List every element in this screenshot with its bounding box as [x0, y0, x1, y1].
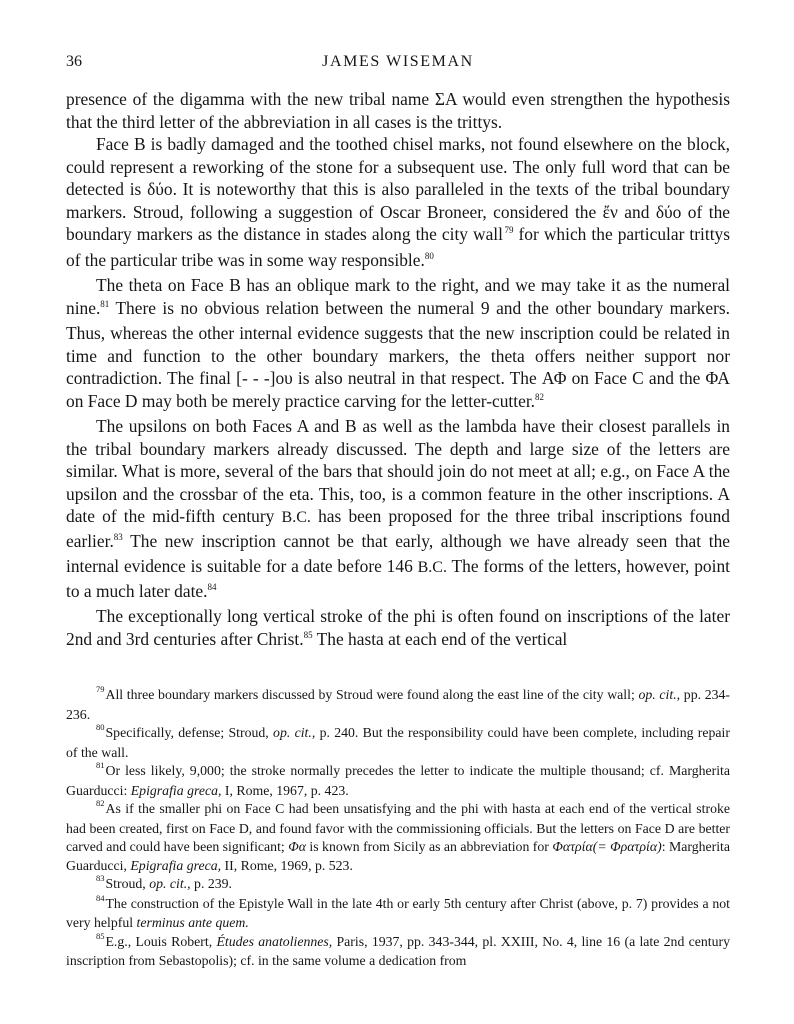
- footnote-ref-82[interactable]: 82: [535, 391, 544, 402]
- footnotes: [66, 686, 730, 971]
- footnote-ref-85[interactable]: 85: [303, 629, 313, 640]
- footnote-ref-80[interactable]: 80: [424, 250, 434, 261]
- footnote-ref-79[interactable]: 79: [504, 225, 514, 235]
- page-number: 36: [66, 53, 82, 70]
- paragraph-4: The upsilons on both Faces A and B as well as the lambda have their closest parallels in the tribal boundary markers already discussed. The depth and large size of the letters are similar. What is more, several of the bars that should join do not meet at all; e.g., on Face A the upsilon and the crossbar of the eta. This, too, is a common feature in the other inscriptions. A date of the mid-fifth century B.C. has been proposed for the three tribal inscriptions found earlier.$^{83}$ The new inscription cannot be that early, although we have already seen that the internal evidence is suitable for a date before 146 B.C. The forms of the letters, however, point to a much later date.$^{84}$: [66, 416, 730, 601]
- footnote-ref-84[interactable]: 84: [207, 581, 217, 592]
- paragraph-5: The exceptionally long vertical stroke of the phi is often found on inscriptions of the later 2nd and 3rd centuries after Christ.$^{85}$ The hasta at each end of the vertical: [66, 606, 730, 649]
- footnote-83: $^{83}$Stroud, op. cit., p. 239.: [96, 873, 232, 891]
- footnote-79: $^{79}$All three boundary markers discussed by Stroud were found along the east line of the city wall; op. cit., pp. 234-236.: [66, 684, 731, 722]
- footnote-ref-83[interactable]: 83: [113, 531, 123, 542]
- footnote-ref-81[interactable]: 81: [100, 298, 110, 309]
- running-title: JAMES WISEMAN: [322, 53, 474, 70]
- paragraph-1: presence of the digamma with the new tribal name ΣΑ would even strengthen the hypothesis that the third letter of the abbreviation in all cases is the trittys.: [66, 89, 730, 132]
- footnote-82: $^{82}$As if the smaller phi on Face C had been unsatisfying and the phi with hasta at each end of the vertical stroke had been created, first on Face D, and found favor with the commissioning officials. But the letters on Face D are better carved and could have been significant; Φα is known from Sicily as an abbreviation for Φατρία(= Φρατρία): Margherita Guarducci, Epigrafia greca, II, Rome, 1969, p. 523.: [66, 798, 731, 873]
- paragraph-3: The theta on Face B has an oblique mark to the right, and we may take it as the numeral nine.$^{81}$ There is no obvious relation between the numeral 9 and the other boundary markers. Thus, whereas the other internal evidence suggests that the new inscription could be related in time and function to the other boundary markers, the theta offers neither support nor contradiction. The final [- - -]ου is also neutral in that respect. The ΑΦ on Face C and the ΦΑ on Face D may both be merely practice carving for the letter-cutter.$^{82}$: [66, 275, 730, 411]
- footnote-80: $^{80}$Specifically, defense; Stroud, op. cit., p. 240. But the responsibility could have been complete, including repair of the wall.: [66, 722, 730, 760]
- footnote-84: $^{84}$The construction of the Epistyle Wall in the late 4th or early 5th century after Christ (above, p. 7) provides a not very helpful terminus ante quem.: [66, 892, 730, 930]
- body-text: [66, 88, 730, 653]
- paragraph-2: Face B is badly damaged and the toothed chisel marks, not found elsewhere on the block, could represent a reworking of the stone for a subsequent use. The only full word that can be detected is δύο. It is noteworthy that this is also paralleled in the texts of the tribal boundary markers. Stroud, following a suggestion of Oscar Broneer, considered the ἔν and δύο of the boundary markers as the distance in stades along the city wall $^{79}$ for which the particular trittys of the particular tribe was in some way responsible.$^{80}$: [66, 134, 731, 270]
- page-header: [66, 53, 730, 77]
- footnote-81: $^{81}$Or less likely, 9,000; the stroke normally precedes the letter to indicate the multiple thousand; cf. Margherita Guarducci: Epigrafia greca, I, Rome, 1967, p. 423.: [66, 760, 730, 798]
- footnote-85: $^{85}$E.g., Louis Robert, Études anatoliennes, Paris, 1937, pp. 343-344, pl. XXIII, No. 4, line 16 (a late 2nd century inscription from Sebastopolis); cf. in the same volume a dedication from: [66, 930, 730, 968]
